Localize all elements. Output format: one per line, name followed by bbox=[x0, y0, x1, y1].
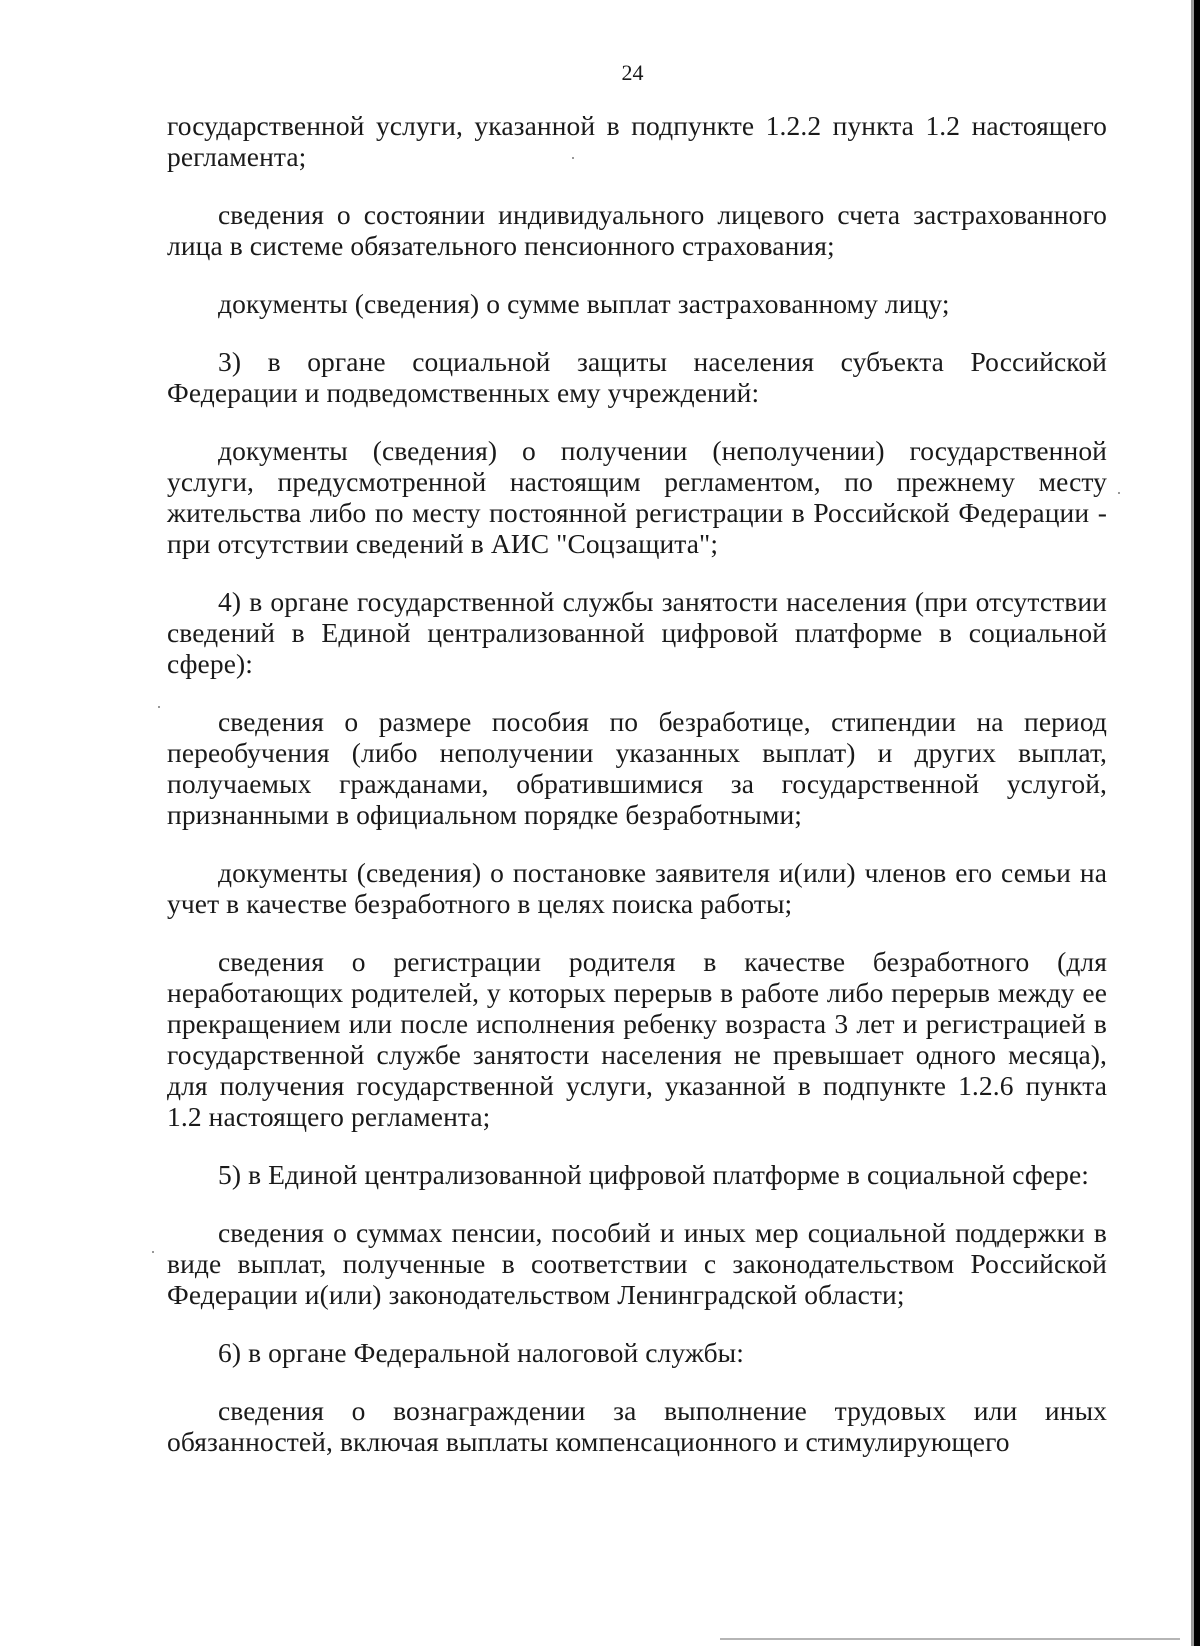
paragraph-pension-account-info: сведения о состоянии индивидуального лицевого счета застрахованного лица в системе обязательного пенсионного страхования; bbox=[167, 199, 1107, 261]
document-body bbox=[167, 110, 1107, 1484]
paragraph-continuation: государственной услуги, указанной в подпункте 1.2.2 пункта 1.2 настоящего регламента; bbox=[167, 110, 1107, 172]
paragraph-parent-registration: сведения о регистрации родителя в качестве безработного (для неработающих родителей, у которых перерыв в работе либо перерыв между ее прекращением или после исполнения ребенку возраста 3 лет и регистрацией в государственной службе занятости населения не превышает одного месяца), для получения государственной услуги, указанной в подпункте 1.2.6 пункта 1.2 настоящего регламента; bbox=[167, 946, 1107, 1132]
scan-speck bbox=[572, 157, 574, 159]
paragraph-pension-benefit-sums: сведения о суммах пенсии, пособий и иных мер социальной поддержки в виде выплат, полученные в соответствии с законодательством Российской Федерации и(или) законодательством Ленинградской области; bbox=[167, 1217, 1107, 1310]
paragraph-item-6-tax-service: 6) в органе Федеральной налоговой службы: bbox=[218, 1337, 744, 1368]
page-number: 24 bbox=[621, 60, 644, 85]
paragraph-insured-payments: документы (сведения) о сумме выплат застрахованному лицу; bbox=[218, 288, 950, 319]
scan-speck bbox=[1118, 492, 1120, 494]
scan-speck bbox=[158, 706, 160, 708]
paragraph-unemployment-benefit: сведения о размере пособия по безработице, стипендии на период переобучения (либо неполучении указанных выплат) и других выплат, получаемых гражданами, обратившимися за государственной услугой, признанными в официальном порядке безработными; bbox=[167, 706, 1107, 830]
paragraph-unemployed-registration-docs: документы (сведения) о постановке заявителя и(или) членов его семьи на учет в качестве безработного в целях поиска работы; bbox=[167, 857, 1107, 919]
scan-bottom-edge bbox=[720, 1638, 1180, 1640]
scan-speck bbox=[152, 1251, 154, 1253]
paragraph-previous-residence-docs: документы (сведения) о получении (неполучении) государственной услуги, предусмотренной настоящим регламентом, по прежнему месту жительства либо по месту постоянной регистрации в Российской Федерации - при отсутствии сведений в АИС "Соцзащита"; bbox=[167, 435, 1107, 559]
paragraph-item-3-social-protection: 3) в органе социальной защиты населения субъекта Российской Федерации и подведомственных ему учреждений: bbox=[167, 346, 1107, 408]
paragraph-remuneration-info: сведения о вознаграждении за выполнение трудовых или иных обязанностей, включая выплаты компенсационного и стимулирующего bbox=[167, 1395, 1107, 1457]
paragraph-item-4-employment-service: 4) в органе государственной службы занятости населения (при отсутствии сведений в Единой централизованной цифровой платформе в социальной сфере): bbox=[167, 586, 1107, 679]
paragraph-item-5-digital-platform: 5) в Единой централизованной цифровой платформе в социальной сфере: bbox=[218, 1159, 1090, 1190]
scan-right-edge bbox=[1194, 0, 1200, 1646]
